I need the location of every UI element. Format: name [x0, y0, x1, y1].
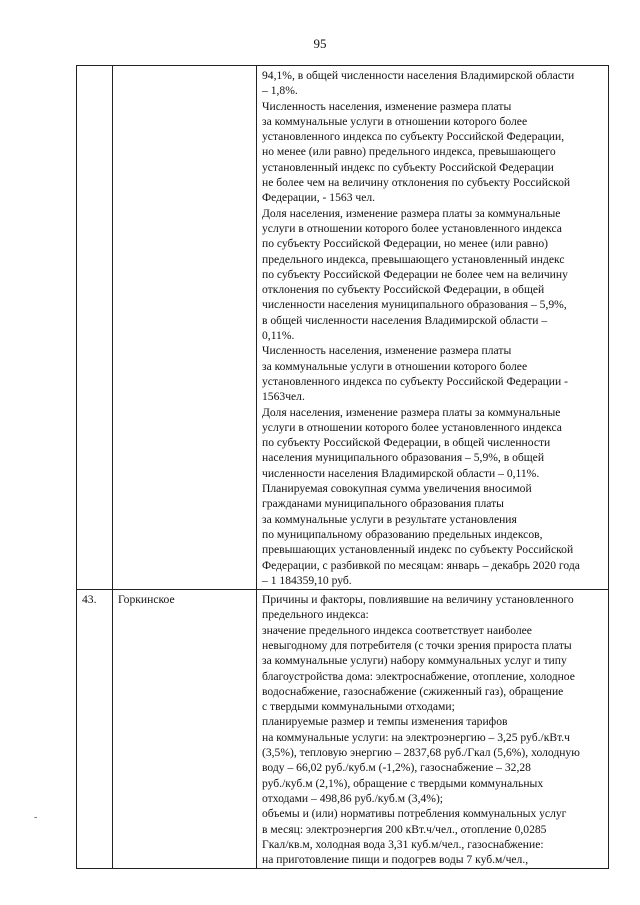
- text-line: 94,1%, в общей численности населения Владимирской области: [262, 69, 575, 82]
- text-line: с твердыми коммунальными отходами;: [262, 700, 455, 714]
- text-line: по субъекту Российской Федерации, но менее (или равно): [262, 237, 548, 251]
- text-line: Численность населения, изменение размера платы: [262, 344, 512, 358]
- text-line: по муниципальному образованию предельных индексов,: [262, 527, 543, 541]
- text-line: по субъекту Российской Федерации, в общей численности: [262, 436, 551, 450]
- text-line: численности населения муниципального образования – 5,9%,: [262, 298, 567, 312]
- municipality-name-cell: [113, 66, 257, 590]
- text-line: численности населения Владимирской области – 0,11%.: [262, 466, 540, 480]
- text-line: услуги в отношении которого более установленного индекса: [262, 221, 562, 235]
- text-line: 1563чел.: [262, 390, 305, 404]
- text-line: в общей численности населения Владимирской области –: [262, 313, 548, 327]
- text-line: превышающих установленный индекс по субъекту Российской: [262, 543, 574, 557]
- text-line: благоустройства дома: электроснабжение, отопление, холодное: [262, 669, 575, 683]
- description-cell: [257, 590, 609, 869]
- text-line: на коммунальные услуги: на электроэнергию – 3,25 руб./кВт.ч: [262, 730, 570, 744]
- text-line: планируемые размер и темпы изменения тарифов: [262, 715, 508, 729]
- text-line: руб./куб.м (2,1%), обращение с твердыми коммунальных: [262, 776, 544, 790]
- text-line: населения муниципального образования – 5,9%, в общей: [262, 451, 545, 465]
- text-line: Численность населения, изменение размера платы: [262, 99, 512, 113]
- text-line: водоснабжение, газоснабжение (сжиженный газ), обращение: [262, 684, 564, 698]
- text-line: Причины и факторы, повлиявшие на величину установленного: [262, 593, 574, 607]
- text-line: 0,11%.: [262, 329, 295, 343]
- text-line: воду – 66,02 руб./куб.м (-1,2%), газоснабжение – 32,28: [262, 761, 531, 775]
- text-line: Доля населения, изменение размера платы за коммунальные: [262, 206, 561, 220]
- text-line: в месяц: электроэнергия 200 кВт.ч/чел., отопление 0,0285: [262, 822, 547, 836]
- text-line: значение предельного индекса соответствует наиболее: [262, 623, 532, 637]
- text-line: невыгодному для потребителя (с точки зрения прироста платы: [262, 638, 572, 652]
- row-number-cell: [77, 66, 113, 590]
- row-number-cell: 43.: [77, 590, 113, 869]
- text-line: не более чем на величину отклонения по субъекту Российской: [262, 176, 571, 190]
- municipality-name-cell: Горкинское: [113, 590, 257, 869]
- text-line: предельного индекса, превышающего установленный индекс: [262, 252, 565, 266]
- table-row: [77, 66, 609, 590]
- text-line: Доля населения, изменение размера платы за коммунальные: [262, 405, 561, 419]
- text-line: Планируемая совокупная сумма увеличения вносимой: [262, 482, 532, 496]
- text-line: за коммунальные услуги) набору коммунальных услуг и типу: [262, 654, 567, 668]
- text-line: но менее (или равно) предельного индекса, превышающего: [262, 145, 556, 159]
- table-row: [77, 590, 609, 869]
- text-line: установленного индекса по субъекту Российской Федерации,: [262, 130, 565, 144]
- text-line: Гкал/кв.м, холодная вода 3,31 куб.м/чел., газоснабжение:: [262, 837, 544, 851]
- text-line: объемы и (или) нормативы потребления коммунальных услуг: [262, 807, 567, 821]
- text-line: за коммунальные услуги в отношении которого более: [262, 359, 528, 373]
- text-line: на приготовление пищи и подогрев воды 7 куб.м/чел.,: [262, 853, 529, 867]
- page-number: 95: [313, 36, 327, 51]
- text-line: – 1 184359,10 руб.: [262, 573, 352, 587]
- text-line: установленного индекса по субъекту Российской Федерации -: [262, 374, 568, 388]
- text-line: отклонения по субъекту Российской Федерации, в общей: [262, 283, 545, 297]
- description-cell: [257, 66, 609, 590]
- text-line: за коммунальные услуги в результате установления: [262, 512, 517, 526]
- text-line: установленный индекс по субъекту Российской Федерации: [262, 160, 554, 174]
- text-line: гражданами муниципального образования платы: [262, 497, 504, 511]
- text-line: отходами – 498,86 руб./куб.м (3,4%);: [262, 791, 444, 805]
- text-line: Федерации, - 1563 чел.: [262, 191, 376, 205]
- text-line: (3,5%), тепловую энергию – 2837,68 руб./Гкал (5,6%), холодную: [262, 746, 580, 760]
- text-line: по субъекту Российской Федерации не более чем на величину: [262, 267, 568, 281]
- text-line: Федерации, с разбивкой по месяцам: январь – декабрь 2020 года: [262, 558, 580, 572]
- text-line: за коммунальные услуги в отношении которого более: [262, 114, 528, 128]
- text-line: услуги в отношении которого более установленного индекса: [262, 420, 562, 434]
- scan-artifact-mark: -: [34, 812, 38, 823]
- text-line: предельного индекса:: [262, 608, 369, 622]
- text-line: – 1,8%.: [262, 84, 298, 98]
- municipal-index-table: [76, 65, 609, 869]
